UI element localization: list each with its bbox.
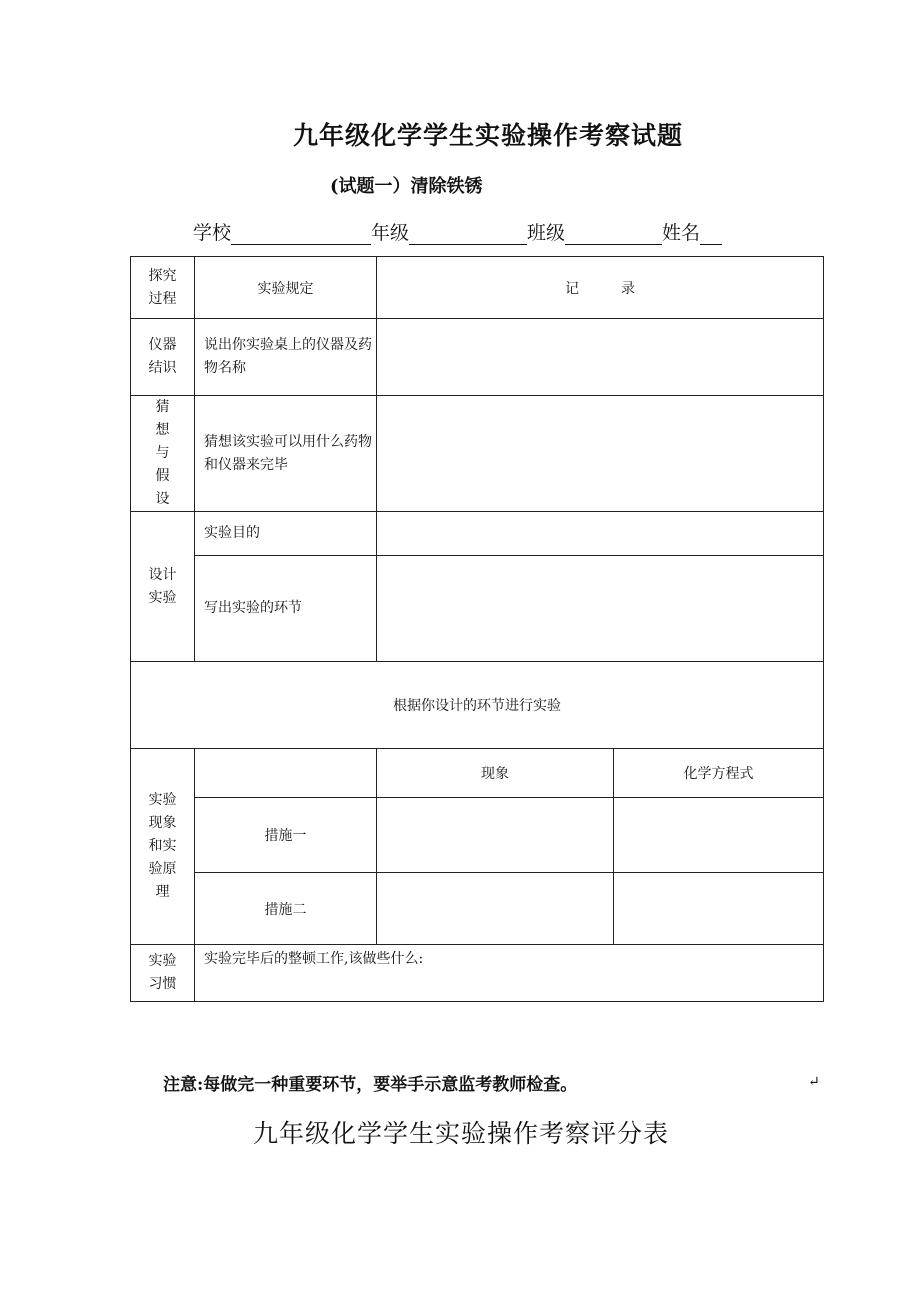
hypothesis-desc-cell: 猜想该实验可以用什么药物和仪器来完毕 bbox=[195, 396, 377, 512]
page-subtitle: (试题一）清除铁锈 bbox=[330, 176, 483, 197]
phenomenon-stage-cell: 实验现象和实验原理 bbox=[131, 749, 195, 945]
measure2-phenomenon-cell[interactable] bbox=[377, 873, 614, 945]
phenomenon-blank-cell bbox=[195, 749, 377, 798]
instruments-stage-cell: 仪器结识 bbox=[131, 319, 195, 396]
spec-header-cell: 实验规定 bbox=[195, 257, 377, 319]
instruments-record-cell[interactable] bbox=[377, 319, 824, 396]
habits-desc-cell[interactable]: 实验完毕后的整顿工作,该做些什么: bbox=[195, 945, 824, 1002]
experiment-form-table bbox=[130, 256, 824, 1002]
grade-blank[interactable] bbox=[409, 224, 527, 245]
student-info-line bbox=[193, 218, 722, 245]
stage-header-cell: 探究过程 bbox=[131, 257, 195, 319]
conduct-cell: 根据你设计的环节进行实验 bbox=[131, 662, 824, 749]
name-blank[interactable] bbox=[700, 224, 722, 245]
design-steps-record-cell[interactable] bbox=[377, 556, 824, 662]
record-header-cell: 记 录 bbox=[377, 257, 824, 319]
measure1-phenomenon-cell[interactable] bbox=[377, 798, 614, 873]
phenomenon-header-row bbox=[131, 749, 824, 798]
note-text: 注意:每做完一种重要环节，要举手示意监考教师检查。 bbox=[163, 1075, 578, 1095]
measure2-row bbox=[131, 873, 824, 945]
phenomenon-column-header: 现象 bbox=[377, 749, 614, 798]
school-blank[interactable] bbox=[231, 224, 371, 245]
design-purpose-row bbox=[131, 512, 824, 556]
habits-row bbox=[131, 945, 824, 1002]
design-steps-row bbox=[131, 556, 824, 662]
hypothesis-stage-cell: 猜想与假设 bbox=[131, 396, 195, 512]
hypothesis-record-cell[interactable] bbox=[377, 396, 824, 512]
instruments-row bbox=[131, 319, 824, 396]
class-label: 班级 bbox=[527, 222, 566, 244]
class-blank[interactable] bbox=[565, 224, 662, 245]
measure2-label: 措施二 bbox=[195, 873, 377, 945]
conduct-row bbox=[131, 662, 824, 749]
design-steps-cell: 写出实验的环节 bbox=[195, 556, 377, 662]
design-purpose-record-cell[interactable] bbox=[377, 512, 824, 556]
design-purpose-cell: 实验目的 bbox=[195, 512, 377, 556]
page-title: 九年级化学学生实验操作考察试题 bbox=[292, 121, 683, 150]
equation-column-header: 化学方程式 bbox=[614, 749, 824, 798]
paragraph-mark-icon: ↵ bbox=[808, 1074, 820, 1090]
hypothesis-row bbox=[131, 396, 824, 512]
measure1-row bbox=[131, 798, 824, 873]
habits-stage-cell: 实验习惯 bbox=[131, 945, 195, 1002]
instruments-desc-cell: 说出你实验桌上的仪器及药物名称 bbox=[195, 319, 377, 396]
design-stage-cell: 设计实验 bbox=[131, 512, 195, 662]
scoring-sheet-title: 九年级化学学生实验操作考察评分表 bbox=[252, 1119, 669, 1148]
measure1-label: 措施一 bbox=[195, 798, 377, 873]
grade-label: 年级 bbox=[371, 222, 410, 244]
measure1-equation-cell[interactable] bbox=[614, 798, 824, 873]
name-label: 姓名 bbox=[662, 222, 701, 244]
measure2-equation-cell[interactable] bbox=[614, 873, 824, 945]
school-label: 学校 bbox=[193, 222, 232, 244]
table-header-row bbox=[131, 257, 824, 319]
